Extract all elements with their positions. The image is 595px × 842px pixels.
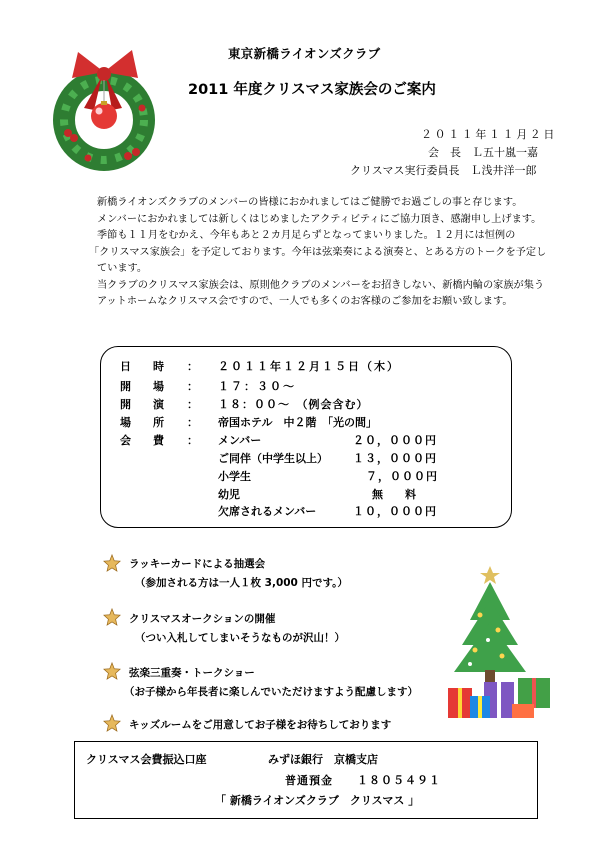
open-label: 開 場	[120, 380, 164, 393]
venue-label: 場 所	[120, 416, 164, 429]
date-label: 日 時	[120, 360, 164, 373]
gift-boxes-icon	[446, 674, 556, 722]
signatory-president: 会 長 Ｌ五十嵐一嘉	[428, 146, 538, 159]
fee-amount: １０，０００円	[353, 505, 437, 518]
fee-category: メンバー	[218, 434, 262, 447]
bank-name: みずほ銀行 京橋支店	[268, 753, 378, 766]
fee-category: 幼児	[218, 488, 240, 501]
document-date: ２０１１年１１月２日	[421, 128, 557, 141]
star-bullet-icon	[103, 714, 121, 732]
christmas-wreath-icon	[38, 38, 173, 168]
fee-category: 欠席されるメンバー	[218, 505, 317, 518]
feature-note: （お子様から年長者に楽しんでいただけますよう配慮します）	[124, 686, 418, 698]
fee-category: 小学生	[218, 470, 251, 483]
bank-label: クリスマス会費振込口座	[86, 753, 207, 766]
feature-title: 弦楽三重奏・トークショー	[129, 667, 255, 679]
star-bullet-icon	[103, 608, 121, 626]
colon: ：	[187, 398, 198, 411]
feature-note: （つい入札してしまいそうなものが沢山！）	[135, 632, 345, 644]
fee-amount: ７，０００円	[366, 470, 438, 483]
feature-title: ラッキーカードによる抽選会	[129, 558, 266, 570]
star-bullet-icon	[103, 662, 121, 680]
star-bullet-icon	[103, 554, 121, 572]
colon: ：	[187, 416, 198, 429]
feature-note: （参加される方は一人１枚 3,000 円です。）	[135, 577, 348, 589]
organization-name: 東京新橋ライオンズクラブ	[228, 46, 381, 61]
body-line: 季節も１１月をむかえ、今年もあと２カ月足らずとなってまいりました。１２月には恒例の	[97, 230, 516, 241]
body-line: 新橋ライオンズクラブのメンバーの皆様におかれましてはご健勝でお過ごしの事と存じます。	[97, 197, 523, 208]
colon: ：	[187, 380, 198, 393]
open-value: １７：３０～	[218, 380, 296, 393]
account-name: 「 新橋ライオンズクラブ クリスマス 」	[215, 794, 420, 807]
body-line: メンバーにおかれましては新しくはじめましたアクティビティにご協力頂き、感謝申し上げます。	[97, 213, 542, 225]
venue-value: 帝国ホテル 中２階 「光の間」	[218, 416, 377, 429]
feature-title: キッズルームをご用意してお子様をお待ちしております	[129, 719, 392, 731]
colon: ：	[187, 360, 198, 373]
bank-transfer-box	[74, 741, 538, 819]
body-line: アットホームなクリスマス会ですので、一人でも多くのお客様のご参加をお願い致します。	[97, 296, 513, 307]
body-line: 当クラブのクリスマス家族会は、原則他クラブのメンバーをお招きしない、新橋内輪の家族が集う	[97, 279, 545, 291]
colon: ：	[187, 434, 198, 447]
account-number: 普通預金 １８０５４９１	[285, 774, 441, 787]
start-label: 開 演	[120, 398, 164, 411]
body-line: ています。	[97, 263, 148, 274]
start-value: １８：００～ （例会含む）	[218, 398, 369, 411]
date-value: ２０１１年１２月１５日（木）	[218, 360, 400, 373]
feature-title: クリスマスオークションの開催	[129, 613, 276, 625]
fee-amount: 無 料	[372, 488, 416, 501]
page-title: 2011 年度クリスマス家族会のご案内	[188, 82, 436, 98]
fee-amount: １３，０００円	[353, 452, 437, 465]
fee-category: ご同伴（中学生以上）	[218, 452, 328, 465]
fee-amount: ２０，０００円	[353, 434, 437, 447]
body-line: 「クリスマス家族会」を予定しております。今年は弦楽奏による演奏と、とある方のトークを予定し	[89, 246, 547, 258]
signatory-committee-chair: クリスマス実行委員長 Ｌ浅井洋一郎	[350, 164, 537, 177]
fee-label: 会 費	[120, 434, 164, 447]
greeting-body	[85, 195, 565, 311]
